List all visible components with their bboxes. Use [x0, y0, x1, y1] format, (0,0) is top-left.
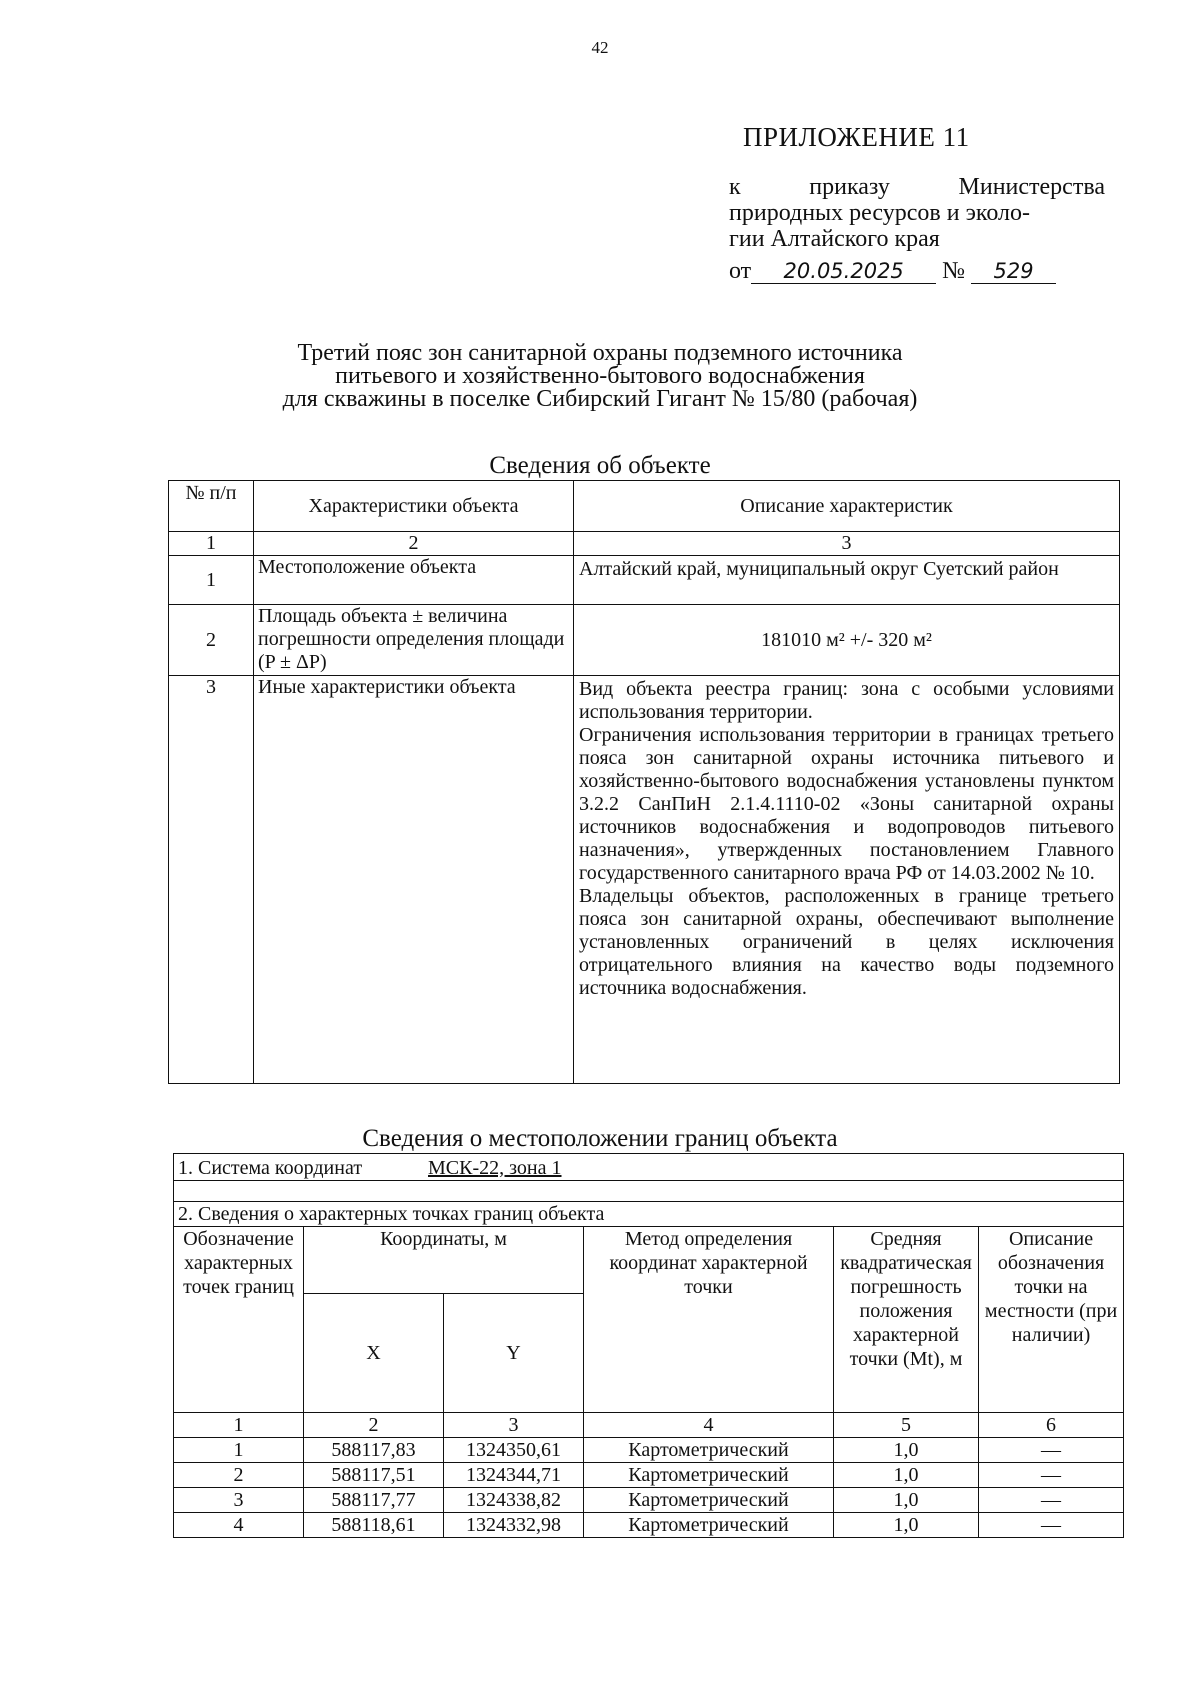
point-error: 1,0	[834, 1463, 979, 1488]
point-y: 1324332,98	[444, 1513, 584, 1538]
header-method: Метод определения координат характерной точки	[584, 1227, 834, 1413]
main-title-line: для скважины в поселке Сибирский Гигант № 15/80 (рабочая)	[282, 386, 918, 412]
coord-system-cell	[174, 1154, 1124, 1181]
table-row	[169, 556, 1120, 605]
row-num: 1	[169, 556, 254, 605]
point-id: 1	[174, 1438, 304, 1463]
boundary-section-title: Сведения о местоположении границ объекта	[362, 1125, 838, 1152]
header-description: Описание обозначения точки на местности (при наличии)	[979, 1227, 1124, 1413]
appendix-reference	[729, 174, 1105, 284]
point-x: 588117,83	[304, 1438, 444, 1463]
paragraph: Ограничения использования территории в границах третьего пояса зон санитарной охраны источника питьевого и хозяйственно-бытового водоснабжения установлены пунктом 3.2.2 СанПиН 2.1.4.1110-02 «Зоны санитарной охраны источников водоснабжения и водопроводов питьевого назначения», утвержденных постановлением Главного государственного санитарного врача РФ от 14.03.2002 № 10.	[579, 724, 1114, 884]
point-desc: —	[979, 1513, 1124, 1538]
number-prefix: №	[942, 258, 966, 284]
table-row	[169, 676, 1120, 1084]
row-num: 3	[169, 676, 254, 1084]
point-x: 588117,51	[304, 1463, 444, 1488]
column-number-row	[174, 1413, 1124, 1438]
col-number: 4	[584, 1413, 834, 1438]
row-name: Площадь объекта ± величина погрешности определения площади (P ± ΔP)	[254, 605, 574, 676]
row-value	[574, 556, 1120, 605]
handwritten-date: 20.05.2025	[751, 259, 936, 284]
appendix-ref-word: к	[729, 174, 741, 200]
appendix-ref-word: Министерства	[958, 174, 1105, 200]
point-id: 4	[174, 1513, 304, 1538]
col-number: 5	[834, 1413, 979, 1438]
coord-system-value: МСК-22, зона 1	[428, 1157, 562, 1179]
point-method: Картометрический	[584, 1513, 834, 1538]
table-row	[174, 1513, 1124, 1538]
paragraph: Вид объекта реестра границ: зона с особыми условиями использования территории.	[579, 678, 1114, 723]
paragraph: Владельцы объектов, расположенных в границе третьего пояса зон санитарной охраны, обеспечивают выполнение установленных ограничений в целях исключения отрицательного влияния на качество воды подземного источника водоснабжения.	[579, 885, 1114, 999]
points-heading: 2. Сведения о характерных точках границ объекта	[174, 1202, 1124, 1227]
column-number-row	[169, 532, 1120, 556]
table-row	[174, 1438, 1124, 1463]
col-number: 1	[169, 532, 254, 556]
point-y: 1324350,61	[444, 1438, 584, 1463]
date-prefix: от	[729, 258, 752, 284]
page-number: 42	[591, 38, 609, 57]
coord-system-label: 1. Система координат	[178, 1157, 363, 1179]
table-row	[169, 605, 1120, 676]
table-row	[174, 1488, 1124, 1513]
main-title-line: Третий пояс зон санитарной охраны подземного источника	[297, 340, 903, 366]
header-designation: Обозначение характерных точек границ	[174, 1227, 304, 1413]
point-desc: —	[979, 1488, 1124, 1513]
point-error: 1,0	[834, 1438, 979, 1463]
appendix-title: ПРИЛОЖЕНИЕ 11	[743, 122, 970, 152]
header-num: № п/п	[169, 481, 254, 532]
row-value	[574, 676, 1120, 1084]
point-id: 2	[174, 1463, 304, 1488]
main-title-line: питьевого и хозяйственно-бытового водоснабжения	[335, 363, 865, 389]
spacer-cell	[174, 1181, 1124, 1202]
col-number: 1	[174, 1413, 304, 1438]
object-section-title: Сведения об объекте	[489, 452, 711, 479]
row-value-text: Алтайский край, муниципальный округ Суетский район	[579, 558, 1059, 580]
appendix-ref-line-2: природных ресурсов и эколо-	[729, 200, 1030, 226]
header-characteristics: Характеристики объекта	[254, 481, 574, 532]
col-number: 2	[304, 1413, 444, 1438]
point-desc: —	[979, 1438, 1124, 1463]
object-info-table	[168, 480, 1120, 1084]
col-number: 2	[254, 532, 574, 556]
header-error: Средняя квадратическая погрешность положения характерной точки (Mt), м	[834, 1227, 979, 1413]
point-method: Картометрический	[584, 1438, 834, 1463]
point-x: 588118,61	[304, 1513, 444, 1538]
appendix-ref-word: приказу	[809, 174, 890, 200]
table-header-row	[174, 1227, 1124, 1294]
col-number: 3	[444, 1413, 584, 1438]
point-desc: —	[979, 1463, 1124, 1488]
table-row	[174, 1463, 1124, 1488]
point-x: 588117,77	[304, 1488, 444, 1513]
row-name: Местоположение объекта	[254, 556, 574, 605]
appendix-date-number-line	[729, 258, 1105, 284]
header-description: Описание характеристик	[574, 481, 1120, 532]
point-error: 1,0	[834, 1488, 979, 1513]
boundary-points-table	[173, 1153, 1124, 1538]
header-coords: Координаты, м	[304, 1227, 584, 1294]
spacer-row	[174, 1181, 1124, 1202]
row-name: Иные характеристики объекта	[254, 676, 574, 1084]
header-y: Y	[444, 1294, 584, 1413]
header-x: X	[304, 1294, 444, 1413]
row-num: 2	[169, 605, 254, 676]
appendix-ref-line-3: гии Алтайского края	[729, 226, 940, 252]
handwritten-number: 529	[971, 259, 1056, 284]
point-y: 1324344,71	[444, 1463, 584, 1488]
row-value: 181010 м² +/- 320 м²	[574, 605, 1120, 676]
points-heading-row	[174, 1202, 1124, 1227]
col-number: 3	[574, 532, 1120, 556]
point-method: Картометрический	[584, 1463, 834, 1488]
appendix-ref-line-1	[729, 174, 1105, 200]
col-number: 6	[979, 1413, 1124, 1438]
point-id: 3	[174, 1488, 304, 1513]
main-title	[100, 342, 1100, 411]
point-error: 1,0	[834, 1513, 979, 1538]
coord-system-row	[174, 1154, 1124, 1181]
point-method: Картометрический	[584, 1488, 834, 1513]
table-header-row	[169, 481, 1120, 532]
point-y: 1324338,82	[444, 1488, 584, 1513]
